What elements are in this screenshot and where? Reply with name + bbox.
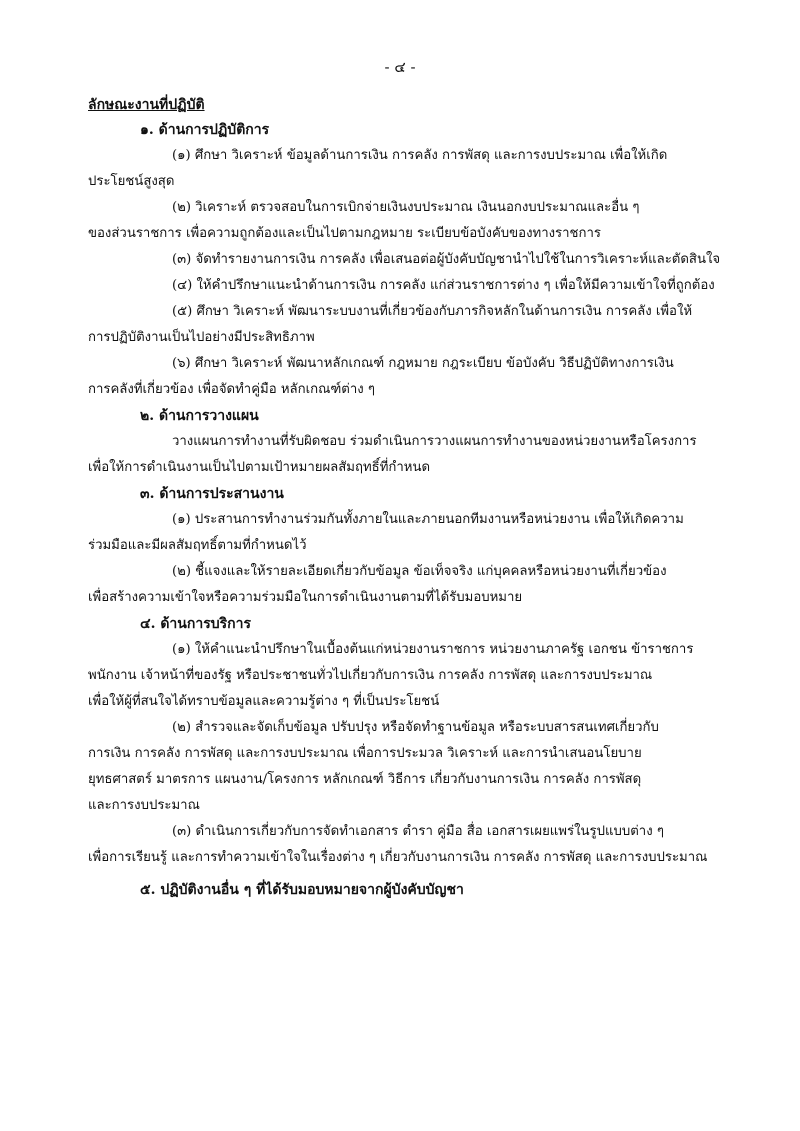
paragraph-line: (๑) ประสานการทำงานร่วมกันทั้งภายในและภายนอกทีมงานหรือหน่วยงาน เพื่อให้เกิดความ (172, 512, 684, 527)
paragraph-line: (๑) ศึกษา วิเคราะห์ ข้อมูลด้านการเงิน การคลัง การพัสดุ และการงบประมาณ เพื่อให้เกิด (172, 148, 668, 163)
paragraph-line: เพื่อให้การดำเนินงานเป็นไปตามเป้าหมายผลสัมฤทธิ์ที่กำหนด (88, 460, 431, 475)
paragraph-line: ประโยชน์สูงสุด (88, 174, 175, 189)
paragraph-line: และการงบประมาณ (88, 798, 200, 813)
section-5-title: ๕. ปฏิบัติงานอื่น ๆ ที่ได้รับมอบหมายจากผู้บังคับบัญชา (140, 882, 464, 898)
paragraph-line: (๓) ดำเนินการเกี่ยวกับการจัดทำเอกสาร ตำรา คู่มือ สื่อ เอกสารเผยแพร่ในรูปแบบต่าง ๆ (172, 824, 664, 839)
paragraph-line: (๔) ให้คำปรึกษาแนะนำด้านการเงิน การคลัง แก่ส่วนราชการต่าง ๆ เพื่อให้มีความเข้าใจที่ถูกต้อง (172, 278, 715, 293)
section-2-title: ๒. ด้านการวางแผน (140, 408, 259, 424)
document-heading: ลักษณะงานที่ปฏิบัติ (88, 97, 205, 113)
paragraph-line: (๓) จัดทำรายงานการเงิน การคลัง เพื่อเสนอต่อผู้บังคับบัญชานำไปใช้ในการวิเคราะห์และตัดสินใจ (172, 252, 721, 267)
paragraph-line: วางแผนการทำงานที่รับผิดชอบ ร่วมดำเนินการวางแผนการทำงานของหน่วยงานหรือโครงการ (172, 434, 697, 449)
paragraph-line: ร่วมมือและมีผลสัมฤทธิ์ตามที่กำหนดไว้ (88, 538, 307, 553)
section-4-title: ๔. ด้านการบริการ (140, 616, 251, 632)
paragraph-line: (๒) วิเคราะห์ ตรวจสอบในการเบิกจ่ายเงินงบประมาณ เงินนอกงบประมาณและอื่น ๆ (172, 200, 640, 215)
section-1-title: ๑. ด้านการปฏิบัติการ (140, 122, 270, 138)
section-3-title: ๓. ด้านการประสานงาน (140, 486, 284, 502)
page-number: - ๔ - (384, 58, 416, 76)
paragraph-line: การเงิน การคลัง การพัสดุ และการงบประมาณ เพื่อการประมวล วิเคราะห์ และการนำเสนอนโยบาย (88, 746, 642, 761)
paragraph-line: (๒) สำรวจและจัดเก็บข้อมูล ปรับปรุง หรือจัดทำฐานข้อมูล หรือระบบสารสนเทศเกี่ยวกับ (172, 720, 659, 735)
paragraph-line: ยุทธศาสตร์ มาตรการ แผนงาน/โครงการ หลักเกณฑ์ วิธีการ เกี่ยวกับงานการเงิน การคลัง การพัสดุ (88, 772, 642, 787)
paragraph-line: การปฏิบัติงานเป็นไปอย่างมีประสิทธิภาพ (88, 330, 315, 345)
paragraph-line: (๖) ศึกษา วิเคราะห์ พัฒนาหลักเกณฑ์ กฎหมาย กฎระเบียบ ข้อบังคับ วิธีปฏิบัติทางการเงิน (172, 356, 674, 371)
paragraph-line: ของส่วนราชการ เพื่อความถูกต้องและเป็นไปตามกฎหมาย ระเบียบข้อบังคับของทางราชการ (88, 226, 601, 241)
paragraph-line: เพื่อสร้างความเข้าใจหรือความร่วมมือในการดำเนินงานตามที่ได้รับมอบหมาย (88, 590, 523, 605)
paragraph-line: เพื่อการเรียนรู้ และการทำความเข้าใจในเรื่องต่าง ๆ เกี่ยวกับงานการเงิน การคลัง การพัสดุ และการงบประมาณ (88, 850, 708, 865)
paragraph-line: (๑) ให้คำแนะนำปรึกษาในเบื้องต้นแก่หน่วยงานราชการ หน่วยงานภาครัฐ เอกชน ข้าราชการ (172, 642, 694, 657)
paragraph-line: พนักงาน เจ้าหน้าที่ของรัฐ หรือประชาชนทั่วไปเกี่ยวกับการเงิน การคลัง การพัสดุ และการงบประมาณ (88, 668, 653, 683)
paragraph-line: (๒) ชี้แจงและให้รายละเอียดเกี่ยวกับข้อมูล ข้อเท็จจริง แก่บุคคลหรือหน่วยงานที่เกี่ยวข้อง (172, 564, 667, 579)
paragraph-line: (๕) ศึกษา วิเคราะห์ พัฒนาระบบงานที่เกี่ยวข้องกับภารกิจหลักในด้านการเงิน การคลัง เพื่อให้ (172, 304, 693, 319)
paragraph-line: การคลังที่เกี่ยวข้อง เพื่อจัดทำคู่มือ หลักเกณฑ์ต่าง ๆ (88, 382, 375, 397)
paragraph-line: เพื่อให้ผู้ที่สนใจได้ทราบข้อมูลและความรู้ต่าง ๆ ที่เป็นประโยชน์ (88, 694, 440, 709)
